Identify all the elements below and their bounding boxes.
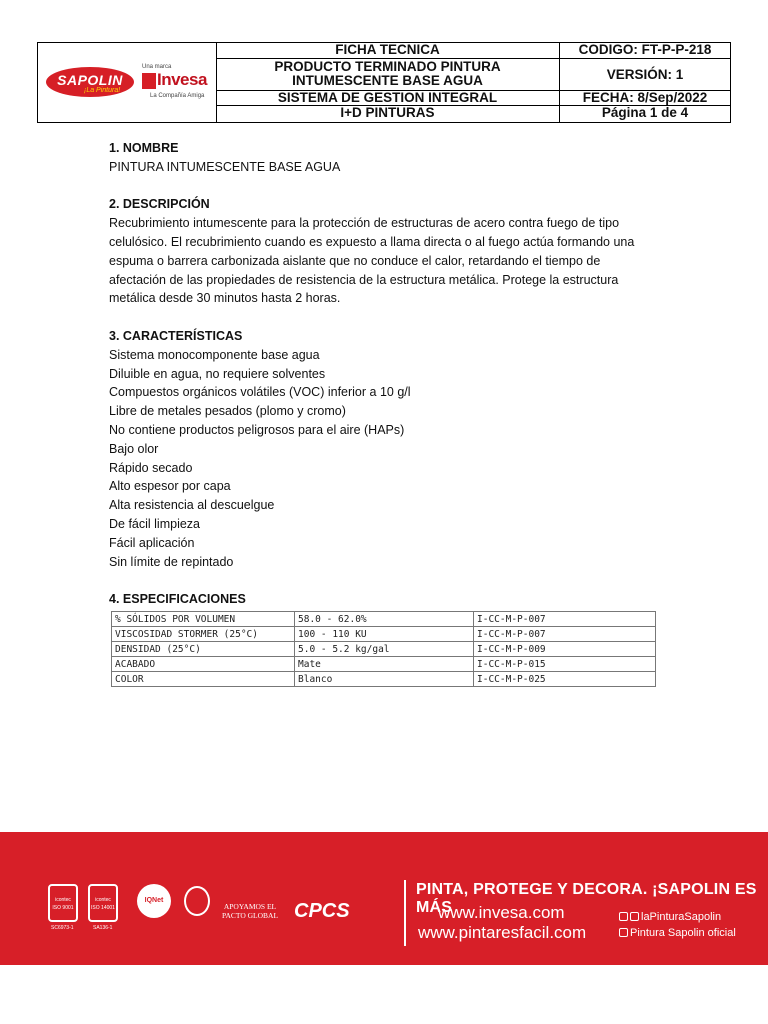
document-header (37, 42, 731, 123)
ficha-label: FICHA TECNICA (335, 42, 440, 57)
header-codigo (560, 43, 730, 59)
spec-method: I-CC-M-P-007 (474, 612, 656, 627)
instagram-icon (630, 912, 639, 921)
table-row (112, 642, 656, 657)
section-title-descripcion: 2. DESCRIPCIÓN (109, 197, 210, 212)
codigo-label: CODIGO: FT-P-P-218 (578, 42, 712, 57)
spec-value: 100 - 110 KU (295, 627, 474, 642)
table-row (112, 612, 656, 627)
header-pagina (560, 106, 730, 122)
fecha-label: FECHA: 8/Sep/2022 (582, 90, 708, 105)
nombre-text: PINTURA INTUMESCENTE BASE AGUA (109, 159, 341, 174)
social-channel: Pintura Sapolin oficial (630, 927, 736, 939)
spec-method: I-CC-M-P-025 (474, 672, 656, 687)
table-row (112, 657, 656, 672)
cert-code: SA136-1 (93, 925, 113, 931)
descripcion-line: espuma o barrera carbonizada aislante que no conduce el calor, retardando el tiempo de (109, 253, 601, 268)
icontec-iso9001-seal (48, 884, 78, 922)
table-row (112, 627, 656, 642)
spec-method: I-CC-M-P-009 (474, 642, 656, 657)
footer-slogan: PINTA, PROTEGE Y DECORA. ¡SAPOLIN ES MÁS (416, 881, 757, 916)
iqnet-seal: IQNet (137, 884, 171, 918)
social-handle: laPinturaSapolin (641, 911, 722, 923)
feature-item: Fácil aplicación (109, 535, 195, 550)
pagina-label: Página 1 de 4 (601, 105, 689, 120)
feature-item: Rápido secado (109, 460, 193, 475)
feature-item: Bajo olor (109, 441, 159, 456)
descripcion-line: metálica desde 30 minutos hasta 2 horas. (109, 291, 341, 306)
sapolin-tagline: ¡La Pintura! (84, 87, 121, 94)
cert-code: SC6973-1 (51, 925, 74, 931)
feature-item: Sin límite de repintado (109, 554, 234, 569)
social-youtube[interactable] (619, 927, 736, 939)
document-body (109, 139, 669, 609)
header-id (216, 106, 559, 122)
cert-name: icontec (55, 897, 71, 903)
version-label: VERSIÓN: 1 (606, 67, 684, 82)
sistema-label: SISTEMA DE GESTION INTEGRAL (277, 90, 498, 105)
invesa-logo: Invesa (157, 70, 207, 89)
descripcion-line: Recubrimiento intumescente para la protección de estructuras de acero contra fuego de tipo (109, 216, 620, 231)
feature-item: De fácil limpieza (109, 516, 201, 531)
header-meta-column (560, 43, 730, 122)
id-label: I+D PINTURAS (340, 105, 435, 120)
spec-value: Blanco (295, 672, 474, 687)
spec-property: ACABADO (112, 657, 295, 672)
product-line2: INTUMESCENTE BASE AGUA (292, 73, 483, 88)
spec-property: COLOR (112, 672, 295, 687)
section-title-especificaciones: 4. ESPECIFICACIONES (109, 592, 246, 607)
section-title-nombre: 1. NOMBRE (109, 141, 179, 155)
header-sistema (216, 91, 559, 106)
feature-item: Libre de metales pesados (plomo y cromo) (109, 404, 346, 419)
social-facebook-instagram[interactable] (619, 911, 721, 923)
header-fecha (560, 91, 730, 106)
spec-method: I-CC-M-P-015 (474, 657, 656, 672)
spec-value: Mate (295, 657, 474, 672)
section-title-caracteristicas: 3. CARACTERÍSTICAS (109, 328, 243, 343)
footer-divider (404, 880, 406, 946)
feature-item: Alta resistencia al descuelgue (109, 498, 275, 513)
invesa-tagline: La Compañía Amiga (150, 93, 205, 99)
footer-band (0, 832, 768, 965)
facebook-icon (619, 912, 628, 921)
header-ficha (216, 43, 559, 59)
header-version (560, 59, 730, 91)
feature-item: Sistema monocomponente base agua (109, 347, 320, 362)
website-link[interactable]: www.invesa.com (438, 903, 565, 922)
spec-value: 5.0 - 5.2 kg/gal (295, 642, 474, 657)
invesa-prefix: Una marca (142, 64, 172, 70)
spec-property: % SÓLIDOS POR VOLUMEN (112, 612, 295, 627)
descripcion-line: celulósico. El recubrimiento cuando es expuesto a llama directa o al fuego actúa formando una (109, 234, 635, 249)
header-product (216, 59, 559, 91)
global-compact-icon (184, 886, 210, 916)
sapolin-brand: SAPOLIN (57, 72, 123, 88)
spec-property: VISCOSIDAD STORMER (25°C) (112, 627, 295, 642)
spec-value: 58.0 - 62.0% (295, 612, 474, 627)
feature-item: Diluible en agua, no requiere solventes (109, 366, 326, 381)
youtube-icon (619, 928, 628, 937)
table-row (112, 672, 656, 687)
logo-cell (38, 43, 217, 122)
cpcs-logo: CPCS (294, 900, 350, 922)
invesa-icon (142, 73, 156, 89)
feature-item: Compuestos orgánicos volátiles (VOC) inferior a 10 g/l (109, 385, 411, 400)
header-title-column (216, 43, 560, 122)
global-compact-text: APOYAMOS EL PACTO GLOBAL (221, 902, 279, 920)
specs-table (111, 611, 656, 687)
spec-property: DENSIDAD (25°C) (112, 642, 295, 657)
cert-standard: ISO 14001 (91, 905, 115, 911)
feature-item: Alto espesor por capa (109, 479, 231, 494)
website-link[interactable]: www.pintaresfacil.com (418, 923, 587, 942)
icontec-iso14001-seal (88, 884, 118, 922)
feature-item: No contiene productos peligrosos para el aire (HAPs) (109, 422, 405, 437)
spec-method: I-CC-M-P-007 (474, 627, 656, 642)
descripcion-line: afectación de las propiedades de resistencia de la estructura metálica. Protege la estructura (109, 272, 619, 287)
cert-name: icontec (95, 897, 111, 903)
product-line1: PRODUCTO TERMINADO PINTURA (274, 59, 501, 74)
cert-standard: ISO 9001 (52, 905, 74, 911)
